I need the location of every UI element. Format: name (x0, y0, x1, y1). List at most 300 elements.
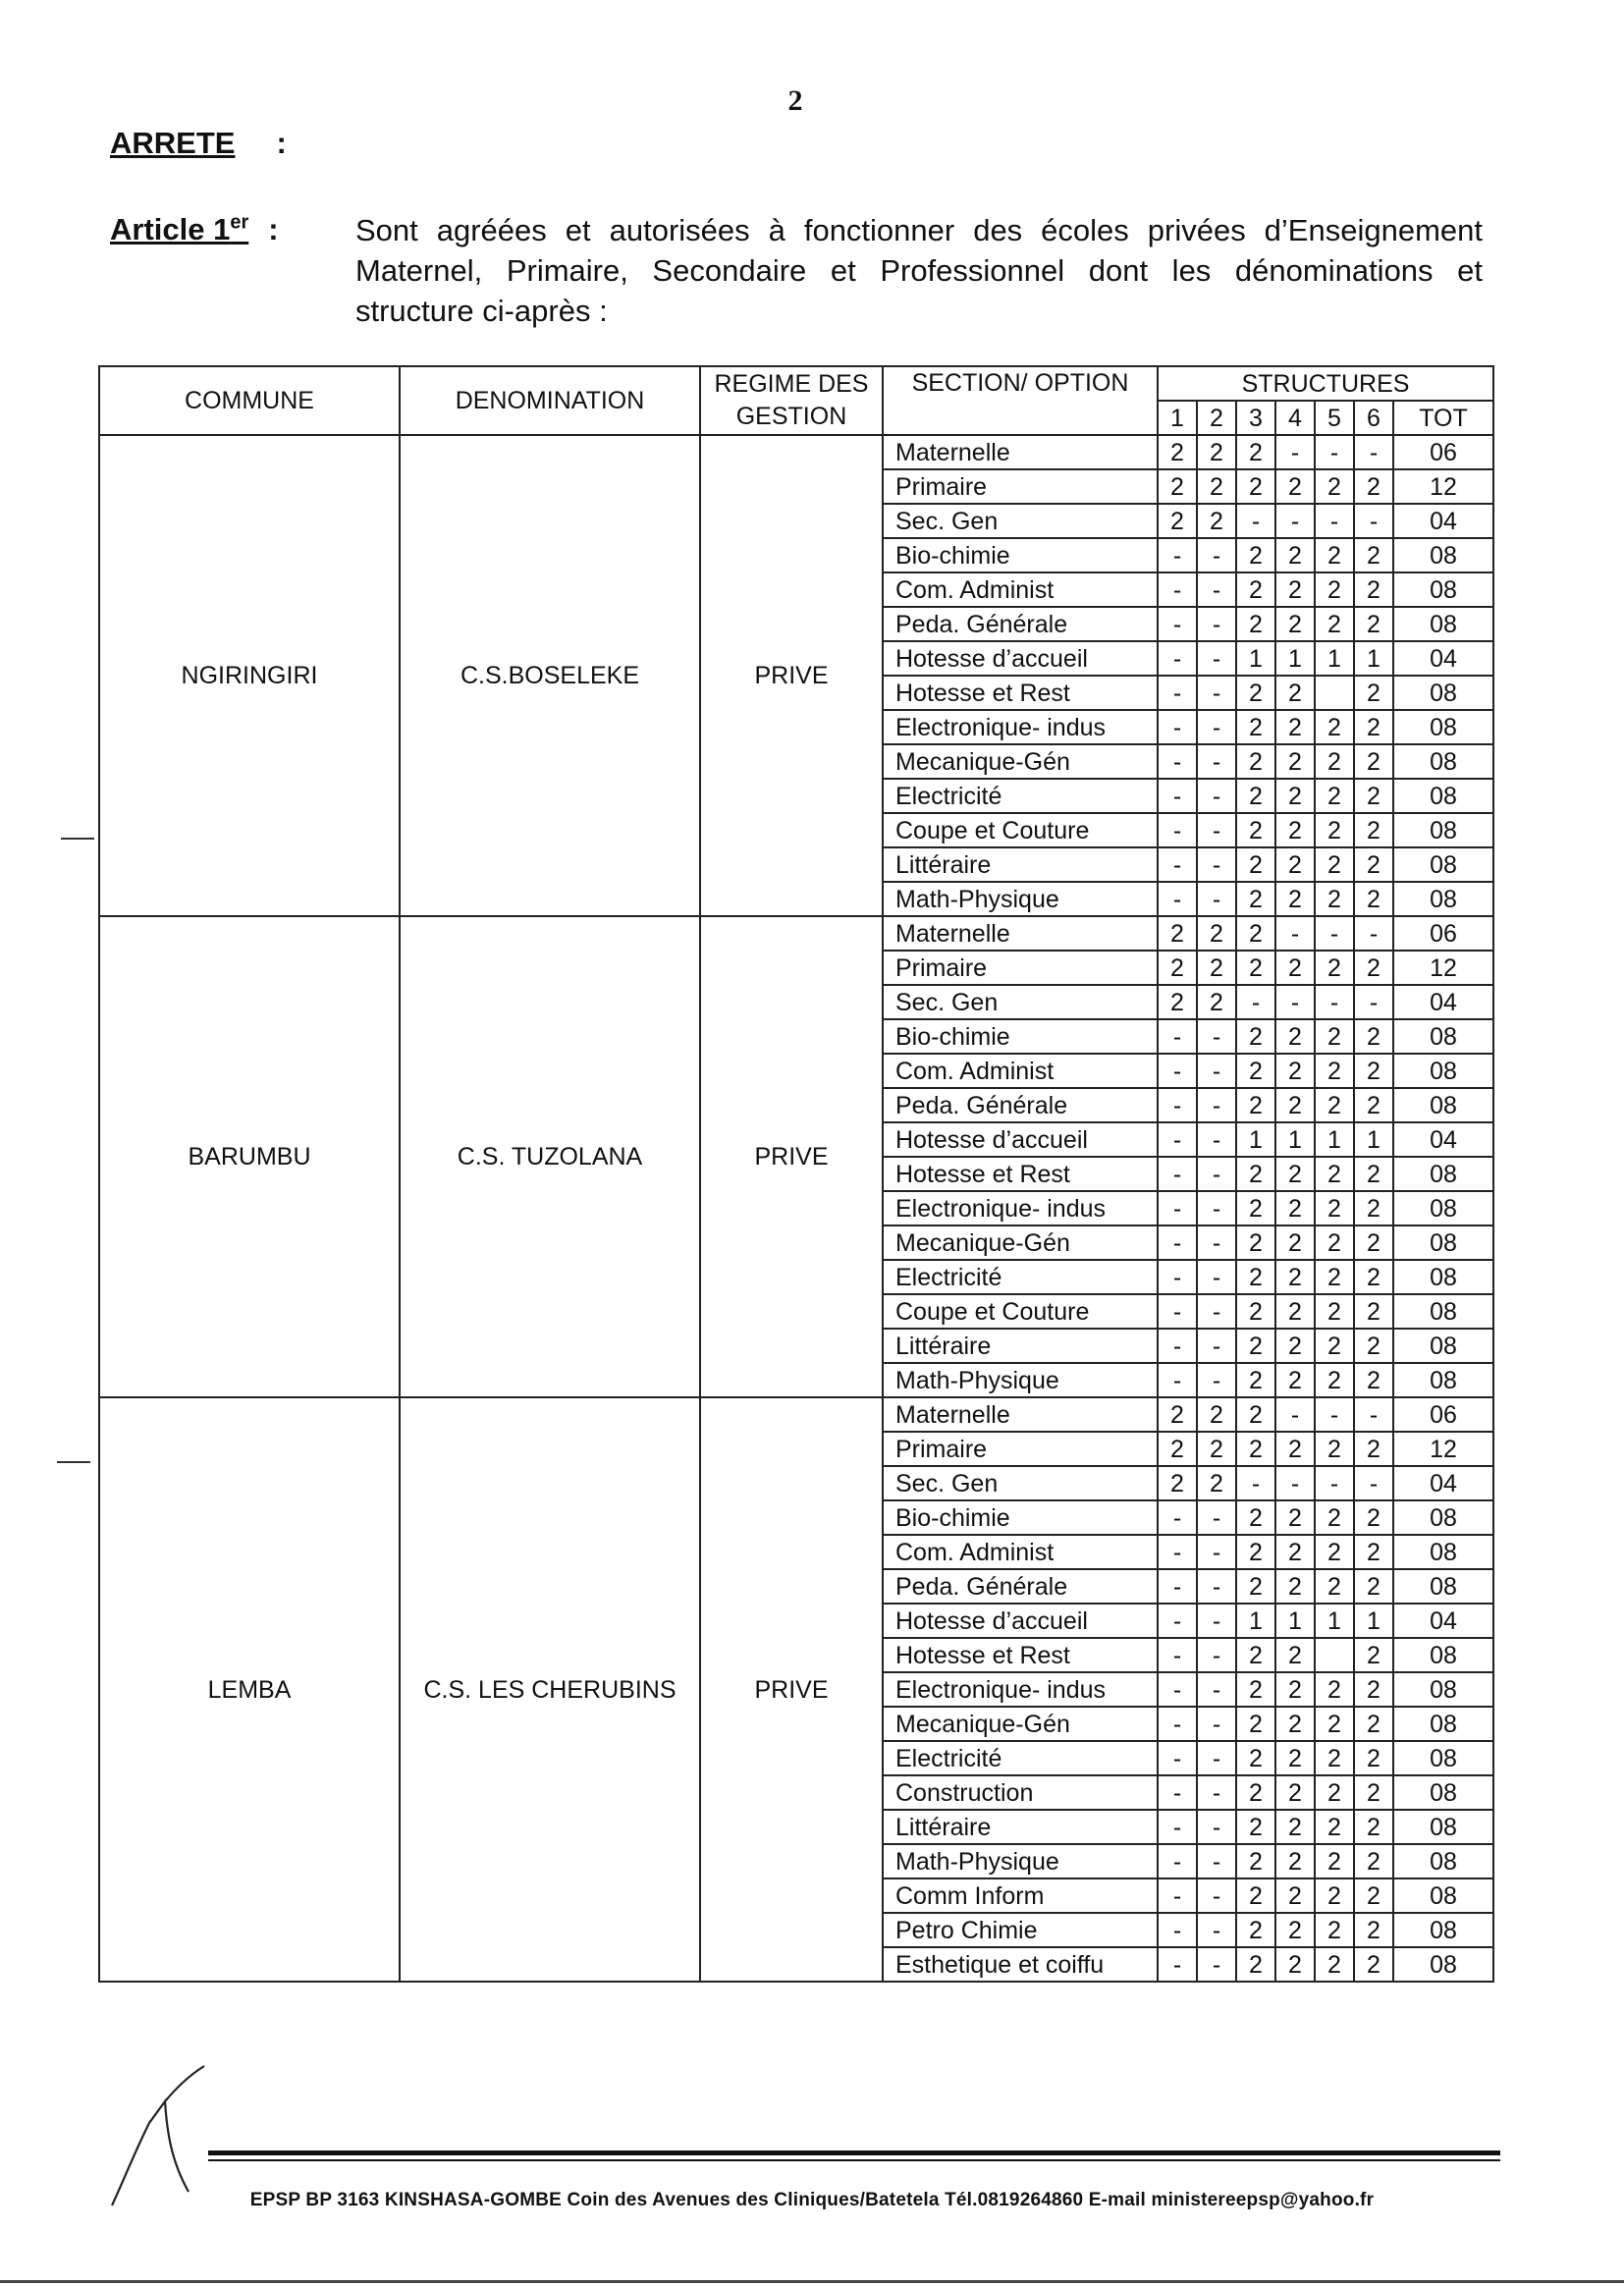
option-cell: Primaire (883, 1432, 1158, 1466)
year-4-cell: 2 (1275, 1191, 1315, 1225)
year-3-cell: 2 (1236, 1913, 1275, 1947)
year-2-cell: - (1197, 1844, 1236, 1878)
header-col-tot: TOT (1393, 401, 1493, 435)
year-2-cell: - (1197, 779, 1236, 813)
total-cell: 08 (1393, 676, 1493, 710)
year-4-cell: 2 (1275, 1707, 1315, 1741)
option-cell: Hotesse d’accueil (883, 1122, 1158, 1157)
year-3-cell: 2 (1236, 1878, 1275, 1913)
year-5-cell: 2 (1315, 469, 1354, 504)
year-6-cell: 2 (1354, 1225, 1393, 1260)
year-6-cell: - (1354, 985, 1393, 1019)
option-cell: Esthetique et coiffu (883, 1947, 1158, 1982)
year-6-cell: 2 (1354, 813, 1393, 847)
year-3-cell: 2 (1236, 1707, 1275, 1741)
year-4-cell: 2 (1275, 1913, 1315, 1947)
year-1-cell: - (1158, 1775, 1197, 1810)
year-5-cell: - (1315, 1466, 1354, 1500)
year-2-cell: - (1197, 1500, 1236, 1535)
year-3-cell: 2 (1236, 1225, 1275, 1260)
year-6-cell: 2 (1354, 779, 1393, 813)
year-6-cell: 2 (1354, 882, 1393, 916)
year-5-cell (1315, 1638, 1354, 1672)
year-1-cell: - (1158, 572, 1197, 607)
regime-cell: PRIVE (700, 435, 883, 916)
year-3-cell: 2 (1236, 1363, 1275, 1397)
year-6-cell: 2 (1354, 469, 1393, 504)
year-4-cell: 2 (1275, 882, 1315, 916)
table-body (99, 435, 1493, 1982)
year-3-cell: 2 (1236, 1947, 1275, 1982)
year-2-cell: - (1197, 1810, 1236, 1844)
option-cell: Peda. Générale (883, 1569, 1158, 1604)
year-5-cell: 2 (1315, 1157, 1354, 1191)
article-colon: : (268, 212, 279, 247)
option-cell: Hotesse d’accueil (883, 641, 1158, 676)
year-3-cell: 2 (1236, 1397, 1275, 1432)
option-cell: Electronique- indus (883, 710, 1158, 744)
year-2-cell: - (1197, 1569, 1236, 1604)
article-label: Article 1er (110, 212, 249, 247)
year-5-cell: 2 (1315, 1878, 1354, 1913)
year-3-cell: 2 (1236, 1535, 1275, 1569)
option-cell: Com. Administ (883, 572, 1158, 607)
year-2-cell: - (1197, 1363, 1236, 1397)
year-4-cell: 2 (1275, 538, 1315, 572)
total-cell: 08 (1393, 744, 1493, 779)
year-4-cell: 2 (1275, 951, 1315, 985)
year-1-cell: - (1158, 1672, 1197, 1707)
year-2-cell: - (1197, 1191, 1236, 1225)
arrete-colon: : (276, 126, 287, 160)
year-1-cell: - (1158, 1878, 1197, 1913)
year-2-cell: - (1197, 882, 1236, 916)
year-1-cell: - (1158, 1260, 1197, 1294)
year-4-cell: 2 (1275, 1500, 1315, 1535)
year-4-cell: 2 (1275, 1157, 1315, 1191)
year-6-cell: 2 (1354, 1329, 1393, 1363)
total-cell: 08 (1393, 1329, 1493, 1363)
year-5-cell: 1 (1315, 1122, 1354, 1157)
year-4-cell: 2 (1275, 1638, 1315, 1672)
year-2-cell: 2 (1197, 469, 1236, 504)
total-cell: 08 (1393, 572, 1493, 607)
year-2-cell: - (1197, 641, 1236, 676)
option-cell: Maternelle (883, 1397, 1158, 1432)
year-2-cell: - (1197, 676, 1236, 710)
year-5-cell: 2 (1315, 538, 1354, 572)
year-3-cell: 2 (1236, 607, 1275, 641)
header-col-6: 6 (1354, 401, 1393, 435)
year-4-cell: - (1275, 1397, 1315, 1432)
year-1-cell: - (1158, 1225, 1197, 1260)
year-1-cell: 2 (1158, 1397, 1197, 1432)
year-3-cell: 2 (1236, 882, 1275, 916)
year-1-cell: 2 (1158, 951, 1197, 985)
header-structures: STRUCTURES (1158, 366, 1493, 401)
year-1-cell: 2 (1158, 435, 1197, 469)
total-cell: 08 (1393, 1088, 1493, 1122)
option-cell: Mecanique-Gén (883, 1225, 1158, 1260)
year-5-cell: 2 (1315, 1500, 1354, 1535)
year-5-cell: 2 (1315, 1191, 1354, 1225)
year-1-cell: - (1158, 676, 1197, 710)
total-cell: 12 (1393, 951, 1493, 985)
year-4-cell: 2 (1275, 469, 1315, 504)
year-6-cell: 2 (1354, 1638, 1393, 1672)
year-2-cell: - (1197, 1913, 1236, 1947)
year-1-cell: - (1158, 1707, 1197, 1741)
year-3-cell: 2 (1236, 1810, 1275, 1844)
year-6-cell: 2 (1354, 744, 1393, 779)
year-5-cell: 2 (1315, 710, 1354, 744)
header-col-4: 4 (1275, 401, 1315, 435)
denomination-cell: C.S. TUZOLANA (400, 916, 700, 1397)
year-4-cell: 2 (1275, 607, 1315, 641)
year-3-cell: 2 (1236, 1329, 1275, 1363)
year-2-cell: 2 (1197, 1466, 1236, 1500)
option-cell: Littéraire (883, 1329, 1158, 1363)
year-1-cell: - (1158, 538, 1197, 572)
year-3-cell: 1 (1236, 1122, 1275, 1157)
option-cell: Com. Administ (883, 1054, 1158, 1088)
year-4-cell: 2 (1275, 1260, 1315, 1294)
year-5-cell: 2 (1315, 572, 1354, 607)
year-4-cell: 2 (1275, 1535, 1315, 1569)
total-cell: 08 (1393, 1741, 1493, 1775)
year-6-cell: 2 (1354, 1294, 1393, 1329)
year-6-cell: - (1354, 1466, 1393, 1500)
total-cell: 08 (1393, 1810, 1493, 1844)
year-5-cell: 2 (1315, 1844, 1354, 1878)
option-cell: Mecanique-Gén (883, 1707, 1158, 1741)
year-2-cell: 2 (1197, 435, 1236, 469)
year-5-cell: - (1315, 1397, 1354, 1432)
total-cell: 08 (1393, 779, 1493, 813)
year-4-cell: 1 (1275, 641, 1315, 676)
year-5-cell: 2 (1315, 813, 1354, 847)
header-commune: COMMUNE (99, 366, 400, 435)
total-cell: 08 (1393, 1844, 1493, 1878)
year-6-cell: 2 (1354, 951, 1393, 985)
year-2-cell: 2 (1197, 504, 1236, 538)
year-6-cell: 2 (1354, 1500, 1393, 1535)
total-cell: 04 (1393, 641, 1493, 676)
total-cell: 08 (1393, 1878, 1493, 1913)
footer-rule-thin (208, 2159, 1500, 2161)
year-4-cell: 2 (1275, 1844, 1315, 1878)
year-1-cell: - (1158, 710, 1197, 744)
option-cell: Hotesse et Rest (883, 1638, 1158, 1672)
year-3-cell: 2 (1236, 1775, 1275, 1810)
commune-cell: BARUMBU (99, 916, 400, 1397)
year-5-cell: 2 (1315, 1947, 1354, 1982)
year-4-cell: 2 (1275, 676, 1315, 710)
total-cell: 08 (1393, 538, 1493, 572)
year-5-cell: 2 (1315, 951, 1354, 985)
regime-cell: PRIVE (700, 916, 883, 1397)
year-1-cell: - (1158, 1294, 1197, 1329)
year-3-cell: 2 (1236, 1844, 1275, 1878)
year-5-cell: 2 (1315, 1088, 1354, 1122)
article-body: Sont agréées et autorisées à fonctionner des écoles privées d’Enseignement Maternel, Primaire, Secondaire et Professionnel dont les dénominations et structure ci-après : (355, 213, 1483, 328)
option-cell: Electricité (883, 779, 1158, 813)
option-cell: Hotesse d’accueil (883, 1604, 1158, 1638)
option-cell: Math-Physique (883, 1363, 1158, 1397)
year-5-cell: 2 (1315, 1329, 1354, 1363)
year-6-cell: 2 (1354, 1569, 1393, 1604)
year-2-cell: 2 (1197, 985, 1236, 1019)
total-cell: 04 (1393, 1466, 1493, 1500)
total-cell: 08 (1393, 1500, 1493, 1535)
year-2-cell: - (1197, 1947, 1236, 1982)
year-2-cell: - (1197, 744, 1236, 779)
year-3-cell: 2 (1236, 847, 1275, 882)
year-4-cell: 2 (1275, 1672, 1315, 1707)
year-6-cell: 2 (1354, 1432, 1393, 1466)
year-1-cell: - (1158, 744, 1197, 779)
year-6-cell: 2 (1354, 847, 1393, 882)
year-4-cell: 2 (1275, 1019, 1315, 1054)
option-cell: Coupe et Couture (883, 1294, 1158, 1329)
header-section-option: SECTION/ OPTION (883, 366, 1158, 435)
option-cell: Electronique- indus (883, 1672, 1158, 1707)
total-cell: 08 (1393, 1775, 1493, 1810)
year-5-cell: 1 (1315, 641, 1354, 676)
year-1-cell: - (1158, 1947, 1197, 1982)
year-2-cell: 2 (1197, 1432, 1236, 1466)
article-superscript: er (230, 212, 249, 234)
total-cell: 08 (1393, 1157, 1493, 1191)
schools-structure-table (98, 365, 1494, 1983)
page-bottom-line (0, 2280, 1624, 2283)
year-2-cell: - (1197, 1019, 1236, 1054)
total-cell: 04 (1393, 985, 1493, 1019)
total-cell: 04 (1393, 1122, 1493, 1157)
year-3-cell: 2 (1236, 1157, 1275, 1191)
option-cell: Comm Inform (883, 1878, 1158, 1913)
year-5-cell: 2 (1315, 1432, 1354, 1466)
year-5-cell (1315, 676, 1354, 710)
year-3-cell: - (1236, 1466, 1275, 1500)
total-cell: 08 (1393, 710, 1493, 744)
year-1-cell: - (1158, 1569, 1197, 1604)
year-4-cell: 2 (1275, 710, 1315, 744)
year-3-cell: 2 (1236, 813, 1275, 847)
option-cell: Electricité (883, 1260, 1158, 1294)
year-2-cell: - (1197, 538, 1236, 572)
year-5-cell: 2 (1315, 1225, 1354, 1260)
year-3-cell: 2 (1236, 779, 1275, 813)
denomination-cell: C.S. LES CHERUBINS (400, 1397, 700, 1982)
year-6-cell: 2 (1354, 1088, 1393, 1122)
year-4-cell: 2 (1275, 779, 1315, 813)
total-cell: 08 (1393, 1638, 1493, 1672)
year-2-cell: - (1197, 607, 1236, 641)
total-cell: 08 (1393, 882, 1493, 916)
year-3-cell: 2 (1236, 469, 1275, 504)
total-cell: 08 (1393, 1947, 1493, 1982)
year-2-cell: - (1197, 710, 1236, 744)
option-cell: Com. Administ (883, 1535, 1158, 1569)
year-3-cell: 2 (1236, 951, 1275, 985)
year-1-cell: - (1158, 1363, 1197, 1397)
year-5-cell: 2 (1315, 607, 1354, 641)
arrete-heading (110, 126, 287, 161)
option-cell: Coupe et Couture (883, 813, 1158, 847)
year-2-cell: - (1197, 1707, 1236, 1741)
year-4-cell: - (1275, 916, 1315, 951)
year-5-cell: 2 (1315, 1707, 1354, 1741)
year-2-cell: - (1197, 1225, 1236, 1260)
option-cell: Math-Physique (883, 1844, 1158, 1878)
year-4-cell: 2 (1275, 1810, 1315, 1844)
year-4-cell: 2 (1275, 1741, 1315, 1775)
year-4-cell: 2 (1275, 1569, 1315, 1604)
year-3-cell: 2 (1236, 1294, 1275, 1329)
year-1-cell: 2 (1158, 469, 1197, 504)
year-6-cell: 2 (1354, 1191, 1393, 1225)
year-4-cell: 2 (1275, 572, 1315, 607)
year-6-cell: 2 (1354, 710, 1393, 744)
year-2-cell: - (1197, 1878, 1236, 1913)
total-cell: 08 (1393, 1054, 1493, 1088)
total-cell: 08 (1393, 1019, 1493, 1054)
total-cell: 08 (1393, 1913, 1493, 1947)
year-2-cell: - (1197, 847, 1236, 882)
table-row (99, 916, 1493, 951)
total-cell: 08 (1393, 607, 1493, 641)
denomination-cell: C.S.BOSELEKE (400, 435, 700, 916)
regime-cell: PRIVE (700, 1397, 883, 1982)
year-5-cell: 2 (1315, 1913, 1354, 1947)
year-1-cell: - (1158, 1604, 1197, 1638)
commune-cell: NGIRINGIRI (99, 435, 400, 916)
total-cell: 04 (1393, 1604, 1493, 1638)
year-4-cell: 2 (1275, 1225, 1315, 1260)
footer-rule (208, 2150, 1500, 2155)
year-3-cell: 2 (1236, 1569, 1275, 1604)
year-5-cell: 2 (1315, 779, 1354, 813)
option-cell: Sec. Gen (883, 985, 1158, 1019)
year-3-cell: 2 (1236, 1432, 1275, 1466)
year-6-cell: 1 (1354, 1604, 1393, 1638)
option-cell: Sec. Gen (883, 1466, 1158, 1500)
year-3-cell: 2 (1236, 572, 1275, 607)
year-2-cell: - (1197, 572, 1236, 607)
year-3-cell: 2 (1236, 676, 1275, 710)
year-4-cell: - (1275, 1466, 1315, 1500)
year-1-cell: - (1158, 607, 1197, 641)
year-1-cell: - (1158, 1054, 1197, 1088)
option-cell: Maternelle (883, 435, 1158, 469)
year-2-cell: - (1197, 1054, 1236, 1088)
year-1-cell: - (1158, 1913, 1197, 1947)
year-6-cell: 1 (1354, 1122, 1393, 1157)
year-5-cell: 2 (1315, 1363, 1354, 1397)
year-2-cell: - (1197, 1604, 1236, 1638)
total-cell: 08 (1393, 1672, 1493, 1707)
margin-mark (61, 838, 94, 840)
year-1-cell: - (1158, 1122, 1197, 1157)
year-1-cell: 2 (1158, 985, 1197, 1019)
total-cell: 08 (1393, 1294, 1493, 1329)
option-cell: Primaire (883, 951, 1158, 985)
year-4-cell: 2 (1275, 847, 1315, 882)
option-cell: Electricité (883, 1741, 1158, 1775)
year-4-cell: 2 (1275, 813, 1315, 847)
total-cell: 06 (1393, 1397, 1493, 1432)
table-row (99, 435, 1493, 469)
option-cell: Hotesse et Rest (883, 1157, 1158, 1191)
year-5-cell: 2 (1315, 1741, 1354, 1775)
year-1-cell: - (1158, 1157, 1197, 1191)
year-1-cell: 2 (1158, 1466, 1197, 1500)
year-1-cell: - (1158, 1329, 1197, 1363)
total-cell: 08 (1393, 1707, 1493, 1741)
year-4-cell: 2 (1275, 1363, 1315, 1397)
year-2-cell: - (1197, 1122, 1236, 1157)
year-2-cell: - (1197, 1672, 1236, 1707)
year-4-cell: 2 (1275, 1054, 1315, 1088)
year-5-cell: 2 (1315, 1054, 1354, 1088)
year-4-cell: 2 (1275, 744, 1315, 779)
year-3-cell: - (1236, 985, 1275, 1019)
year-4-cell: 2 (1275, 1088, 1315, 1122)
year-3-cell: - (1236, 504, 1275, 538)
year-1-cell: - (1158, 1810, 1197, 1844)
table-row (99, 1397, 1493, 1432)
option-cell: Primaire (883, 469, 1158, 504)
year-4-cell: 2 (1275, 1878, 1315, 1913)
year-2-cell: - (1197, 1294, 1236, 1329)
year-1-cell: 2 (1158, 504, 1197, 538)
year-6-cell: 2 (1354, 572, 1393, 607)
year-5-cell: - (1315, 504, 1354, 538)
year-5-cell: 2 (1315, 1810, 1354, 1844)
option-cell: Bio-chimie (883, 1019, 1158, 1054)
total-cell: 08 (1393, 813, 1493, 847)
option-cell: Mecanique-Gén (883, 744, 1158, 779)
year-3-cell: 2 (1236, 1638, 1275, 1672)
year-2-cell: 2 (1197, 916, 1236, 951)
year-6-cell: 2 (1354, 1810, 1393, 1844)
year-6-cell: 2 (1354, 1741, 1393, 1775)
total-cell: 08 (1393, 1363, 1493, 1397)
year-6-cell: 2 (1354, 1054, 1393, 1088)
option-cell: Maternelle (883, 916, 1158, 951)
year-1-cell: - (1158, 1741, 1197, 1775)
year-4-cell: 1 (1275, 1604, 1315, 1638)
header-col-2: 2 (1197, 401, 1236, 435)
year-5-cell: 2 (1315, 1569, 1354, 1604)
year-6-cell: - (1354, 916, 1393, 951)
total-cell: 12 (1393, 469, 1493, 504)
option-cell: Electronique- indus (883, 1191, 1158, 1225)
header-denomination: DENOMINATION (400, 366, 700, 435)
year-1-cell: - (1158, 882, 1197, 916)
year-3-cell: 2 (1236, 1054, 1275, 1088)
year-3-cell: 2 (1236, 1088, 1275, 1122)
total-cell: 12 (1393, 1432, 1493, 1466)
table-header-row (99, 366, 1493, 401)
arrete-label: ARRETE (110, 126, 236, 160)
year-2-cell: - (1197, 813, 1236, 847)
year-4-cell: 2 (1275, 1294, 1315, 1329)
year-3-cell: 2 (1236, 1191, 1275, 1225)
year-4-cell: - (1275, 435, 1315, 469)
year-2-cell: - (1197, 1535, 1236, 1569)
